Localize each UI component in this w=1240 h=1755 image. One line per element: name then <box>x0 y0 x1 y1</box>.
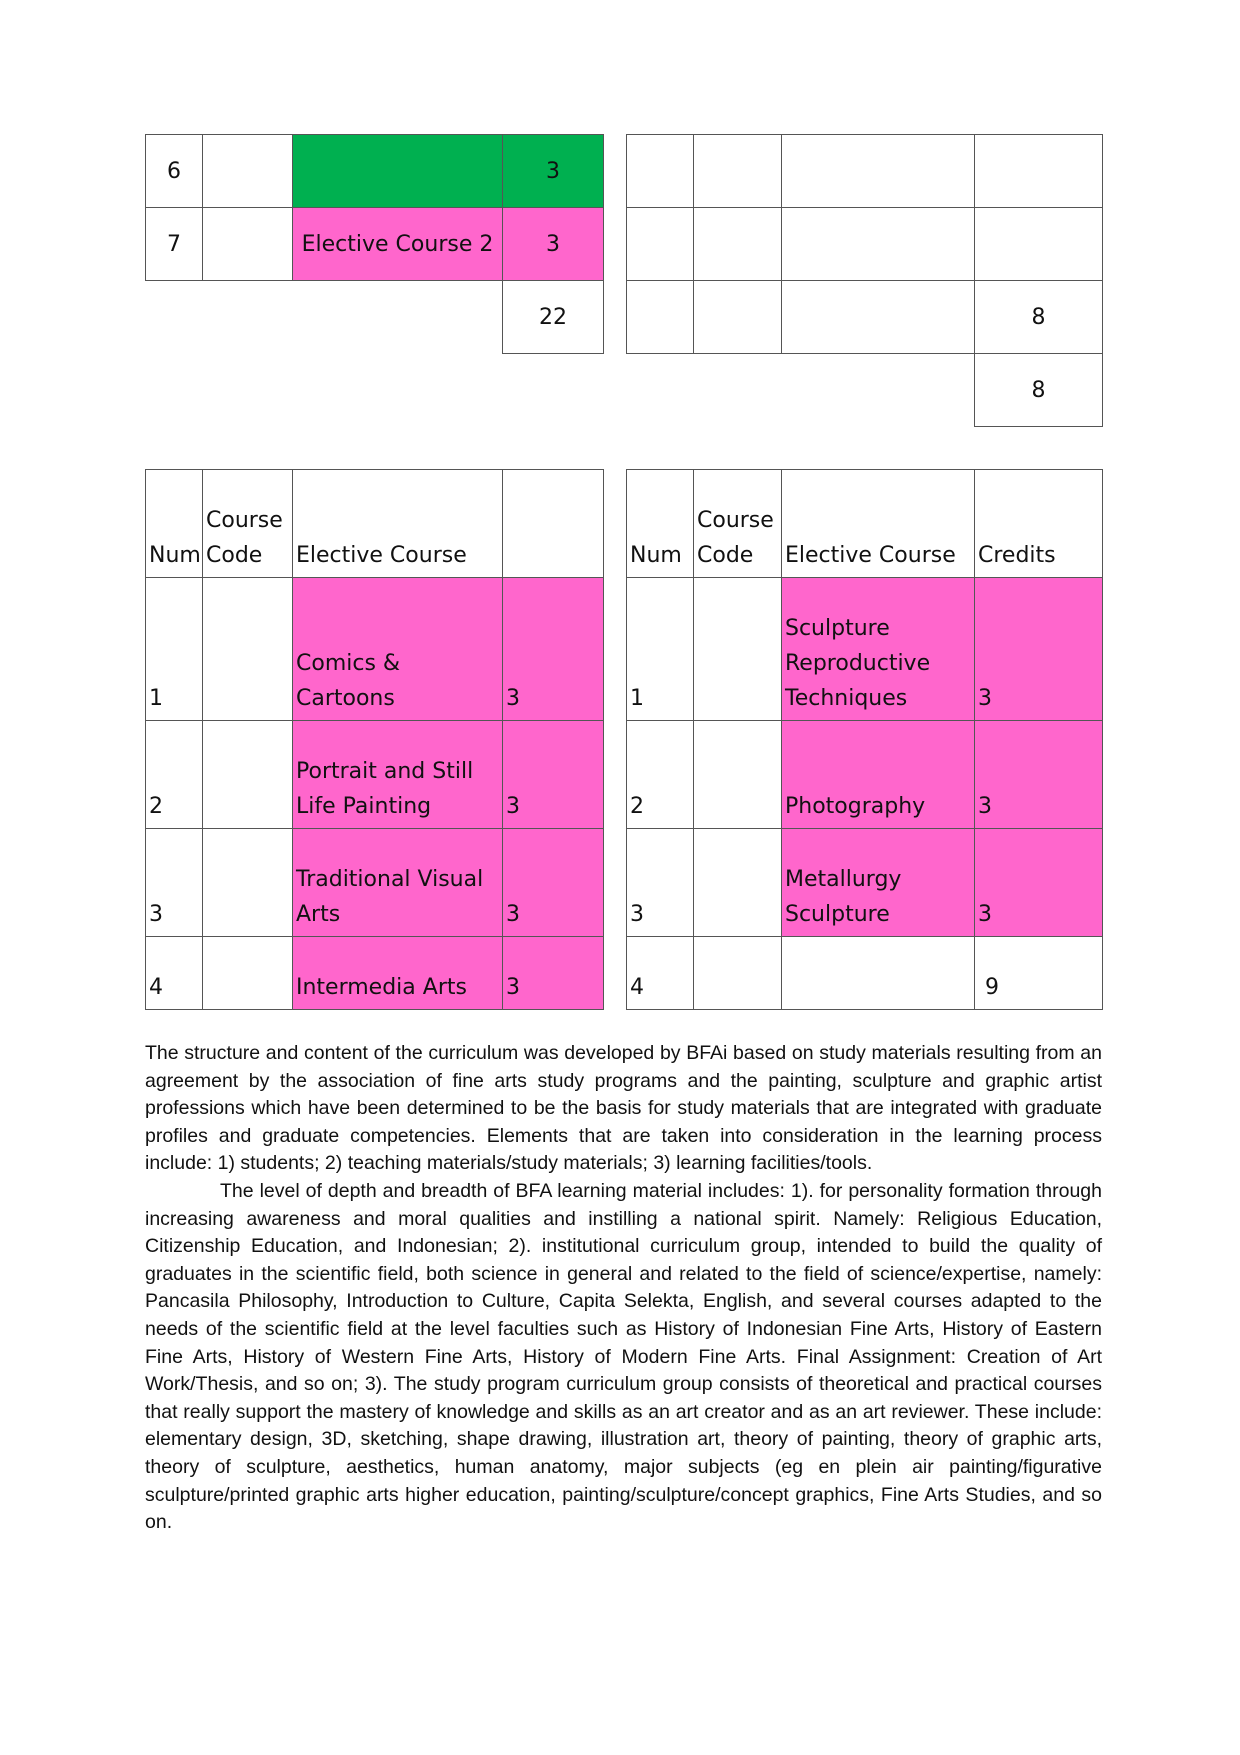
table-row <box>146 208 604 281</box>
body-text <box>145 1040 1102 1537</box>
table-row <box>627 354 1103 427</box>
num-cell: 4 <box>627 937 694 1010</box>
credits-cell: 3 <box>503 578 604 721</box>
course-cell <box>293 135 503 208</box>
course-cell: Intermedia Arts <box>293 937 503 1010</box>
credits-cell: 3 <box>975 721 1103 829</box>
table-row <box>627 578 1103 721</box>
header-credits: Credits <box>975 470 1103 578</box>
course-cell: Photography <box>782 721 975 829</box>
header-num: Num <box>627 470 694 578</box>
credits-cell: 9 <box>975 937 1103 1010</box>
credits-cell: 3 <box>503 721 604 829</box>
top-left-table <box>145 134 604 354</box>
header-code: Course Code <box>694 470 782 578</box>
table-row <box>627 281 1103 354</box>
total-cell: 22 <box>503 281 604 354</box>
course-cell: Elective Course 2 <box>293 208 503 281</box>
num-cell: 7 <box>146 208 203 281</box>
num-cell: 1 <box>146 578 203 721</box>
header-row <box>146 470 604 578</box>
table-row <box>627 829 1103 937</box>
num-cell: 2 <box>627 721 694 829</box>
num-cell: 2 <box>146 721 203 829</box>
top-right-table <box>626 134 1103 427</box>
credits-cell: 3 <box>503 208 604 281</box>
table-row <box>627 208 1103 281</box>
course-cell: Traditional Visual Arts <box>293 829 503 937</box>
credits-cell: 3 <box>975 578 1103 721</box>
paragraph: The structure and content of the curriculum was developed by BFAi based on study materials resulting from an agreement by the association of fine arts study programs and the painting, sculpture and graphic artist professions which have been determined to be the basis for study materials that are integrated with graduate profiles and graduate competencies. Elements that are taken into consideration in the learning process include: 1) students; 2) teaching materials/study materials; 3) learning facilities/tools. <box>145 1042 1102 1175</box>
course-cell: Comics & Cartoons <box>293 578 503 721</box>
num-cell: 1 <box>627 578 694 721</box>
header-credits <box>503 470 604 578</box>
total-cell: 8 <box>975 281 1103 354</box>
credits-cell: 3 <box>503 829 604 937</box>
header-row <box>627 470 1103 578</box>
table-row <box>146 578 604 721</box>
credits-cell: 3 <box>503 135 604 208</box>
elective-table-left <box>145 469 604 1010</box>
num-cell: 3 <box>146 829 203 937</box>
table-row <box>627 937 1103 1010</box>
course-cell <box>782 937 975 1010</box>
table-row <box>627 721 1103 829</box>
num-cell: 6 <box>146 135 203 208</box>
table-row <box>146 937 604 1010</box>
header-course: Elective Course <box>782 470 975 578</box>
paragraph: The level of depth and breadth of BFA learning material includes: 1). for personality formation through increasing awareness and moral qualities and instilling a national spirit. Namely: Religious Education, Citizenship Education, and Indonesian; 2). institutional curriculum group, intended to build the quality of graduates in the scientific field, both science in general and related to the field of science/expertise, namely: Pancasila Philosophy, Introduction to Culture, Capita Selekta, English, and several courses adapted to the needs of the scientific field at the level faculties such as History of Indonesian Fine Arts, History of Eastern Fine Arts, History of Western Fine Arts, History of Modern Fine Arts. Final Assignment: Creation of Art Work/Thesis, and so on; 3). The study program curriculum group consists of theoretical and practical courses that really support the mastery of knowledge and skills as an art creator and as an art reviewer. These include: elementary design, 3D, sketching, shape drawing, illustration art, theory of painting, theory of graphic arts, theory of sculpture, aesthetics, human anatomy, major subjects (eg en plein air painting/figurative sculpture/printed graphic arts higher education, painting/sculpture/concept graphics, Fine Arts Studies, and so on. <box>145 1179 1102 1534</box>
credits-cell: 3 <box>975 829 1103 937</box>
total-cell: 8 <box>975 354 1103 427</box>
table-row <box>146 721 604 829</box>
code-cell <box>203 135 293 208</box>
elective-table-right <box>626 469 1103 1010</box>
code-cell <box>203 208 293 281</box>
course-cell: Sculpture Reproductive Techniques <box>782 578 975 721</box>
num-cell: 3 <box>627 829 694 937</box>
header-code: Course Code <box>203 470 293 578</box>
table-row <box>146 135 604 208</box>
num-cell: 4 <box>146 937 203 1010</box>
credits-cell: 3 <box>503 937 604 1010</box>
course-cell: Metallurgy Sculpture <box>782 829 975 937</box>
header-course: Elective Course <box>293 470 503 578</box>
table-row <box>627 135 1103 208</box>
table-row <box>146 829 604 937</box>
course-cell: Portrait and Still Life Painting <box>293 721 503 829</box>
header-num: Num <box>146 470 203 578</box>
table-row <box>146 281 604 354</box>
